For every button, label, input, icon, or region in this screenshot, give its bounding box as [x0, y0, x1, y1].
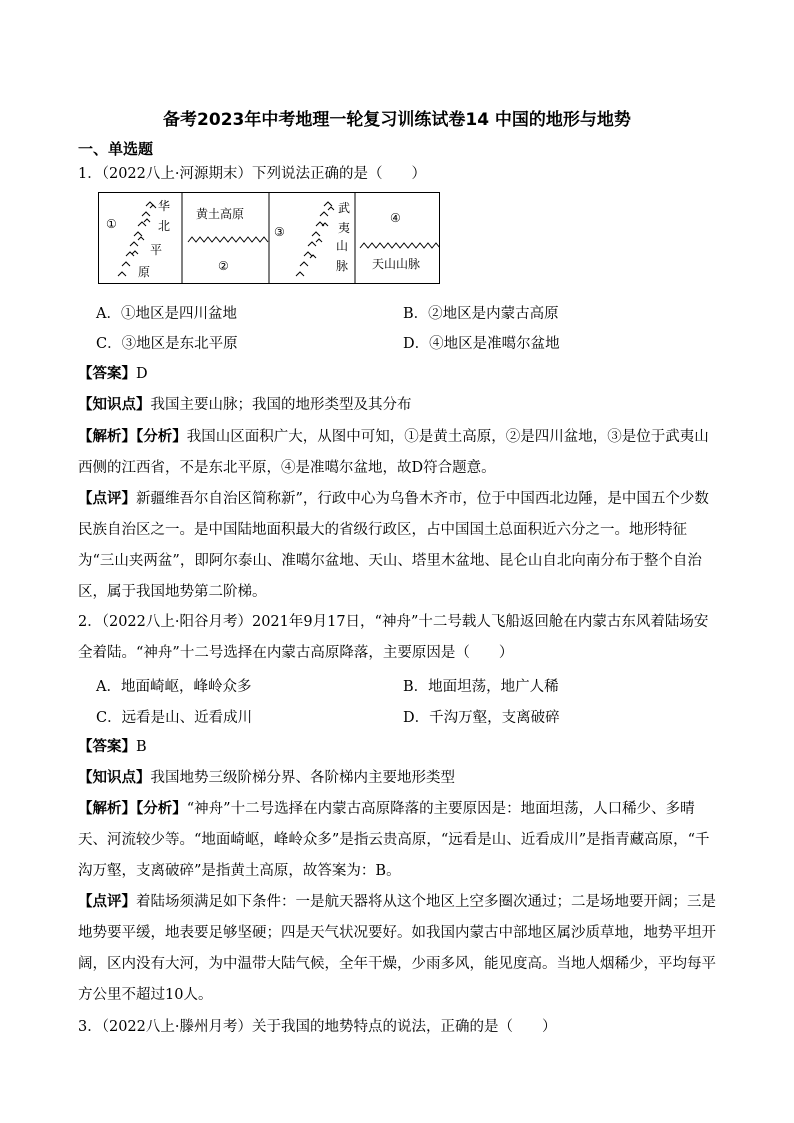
panel3-label-2: 夷 [338, 221, 351, 235]
kp-tag: 【知识点】 [78, 396, 151, 413]
kp-text: 我国地势三级阶梯分界、各阶梯内主要地形类型 [150, 770, 455, 786]
q1-stem: 1．（2022八上·河源期末）下列说法正确的是（ ） [78, 166, 426, 182]
panel3-number: ③ [274, 225, 285, 239]
q1-answer [78, 364, 148, 384]
q2-option-c: C．远看是山、近看成川 [96, 710, 253, 726]
panel3-label-1: 武 [338, 201, 351, 215]
q1-option-b: B．②地区是内蒙古高原 [403, 306, 559, 322]
panel2-top-label: 黄土高原 [196, 207, 245, 221]
q2-option-b: B．地面坦荡，地广人稀 [403, 679, 559, 695]
q1-option-d: D．④地区是准噶尔盆地 [403, 336, 560, 352]
kp-tag: 【知识点】 [78, 769, 151, 786]
analysis-text: “神舟”十二号选择在内蒙古高原降落的主要原因是：地面坦荡，人口稀少、多晴天、河流较少等。“地面崎岖，峰岭众多”是指云贵高原，“远看是山、近看成川”是指青藏高原，“千沟万壑，支离破碎”是指黄土高原，故答案为：B。 [78, 801, 710, 879]
page-title: 备考2023年中考地理一轮复习训练试卷14 中国的地形与地势 [163, 110, 631, 130]
q1-knowledge-point [78, 395, 412, 415]
panel3-label-4: 脉 [336, 259, 349, 273]
q2-option-a: A．地面崎岖，峰岭众多 [96, 679, 252, 695]
q1-comment [78, 483, 718, 608]
q1-terrain-figure [98, 192, 440, 284]
answer-value: D [136, 366, 148, 382]
panel1-label-3: 平 [150, 243, 163, 257]
kp-text: 我国主要山脉；我国的地形类型及其分布 [150, 397, 412, 413]
q2-stem: 2．（2022八上·阳谷月考）2021年9月17日，“神舟”十二号载人飞船返回舱在内蒙古东风着陆场安全着陆。“神舟”十二号选择在内蒙古高原降落，主要原因是（ ） [78, 614, 709, 661]
panel1-label-4: 原 [138, 265, 151, 279]
q2-option-d: D．千沟万壑，支离破碎 [403, 710, 560, 726]
panel3-label-3: 山 [336, 239, 349, 253]
q2-answer [78, 737, 147, 757]
q2-comment [78, 886, 718, 1011]
analysis-text: 我国山区面积广大，从图中可知，①是黄土高原，②是四川盆地，③是位于武夷山西侧的江西省，不是东北平原，④是准噶尔盆地，故D符合题意。 [78, 429, 709, 476]
analysis-tag: 【解析】【分析】 [78, 428, 187, 445]
comment-text: 着陆场须满足如下条件：一是航天器将从这个地区上空多圈次通过；二是场地要开阔；三是地势要平缓，地表要足够坚硬；四是天气状况要好。如我国内蒙古中部地区属沙质草地，地势平坦开阔，区内没有大河，为中温带大陆气候，全年干燥，少雨多风，能见度高。当地人烟稀少，平均每平方公里不超过10人。 [78, 894, 716, 1003]
q2-knowledge-point [78, 768, 455, 788]
panel2-number: ② [218, 259, 229, 273]
analysis-tag: 【解析】【分析】 [78, 800, 187, 817]
q1-option-a: A．①地区是四川盆地 [96, 306, 237, 322]
panel1-number: ① [106, 217, 117, 231]
panel1-label-2: 北 [158, 219, 171, 233]
comment-tag: 【点评】 [78, 893, 136, 910]
panel4-number: ④ [390, 211, 401, 225]
q1-analysis [78, 421, 718, 484]
comment-text: 新疆维吾尔自治区简称新”，行政中心为乌鲁木齐市，位于中国西北边陲，是中国五个少数民族自治区之一。是中国陆地面积最大的省级行政区，占中国国土总面积近六分之一。地形特征为“三山夹两盆”，即阿尔泰山、准噶尔盆地、天山、塔里木盆地、昆仑山自北向南分布于整个自治区，属于我国地势第二阶梯。 [78, 491, 709, 600]
answer-tag: 【答案】 [78, 365, 136, 382]
answer-value: B [136, 739, 147, 755]
answer-tag: 【答案】 [78, 738, 136, 755]
comment-tag: 【点评】 [78, 490, 136, 507]
section-heading: 一、单选题 [78, 140, 154, 158]
panel4-label: 天山山脉 [372, 257, 421, 271]
q2-analysis [78, 793, 718, 887]
panel1-label-1: 华 [158, 199, 171, 213]
q3-stem: 3．（2022八上·滕州月考）关于我国的地势特点的说法，正确的是（ ） [78, 1019, 557, 1035]
q1-option-c: C．③地区是东北平原 [96, 336, 238, 352]
